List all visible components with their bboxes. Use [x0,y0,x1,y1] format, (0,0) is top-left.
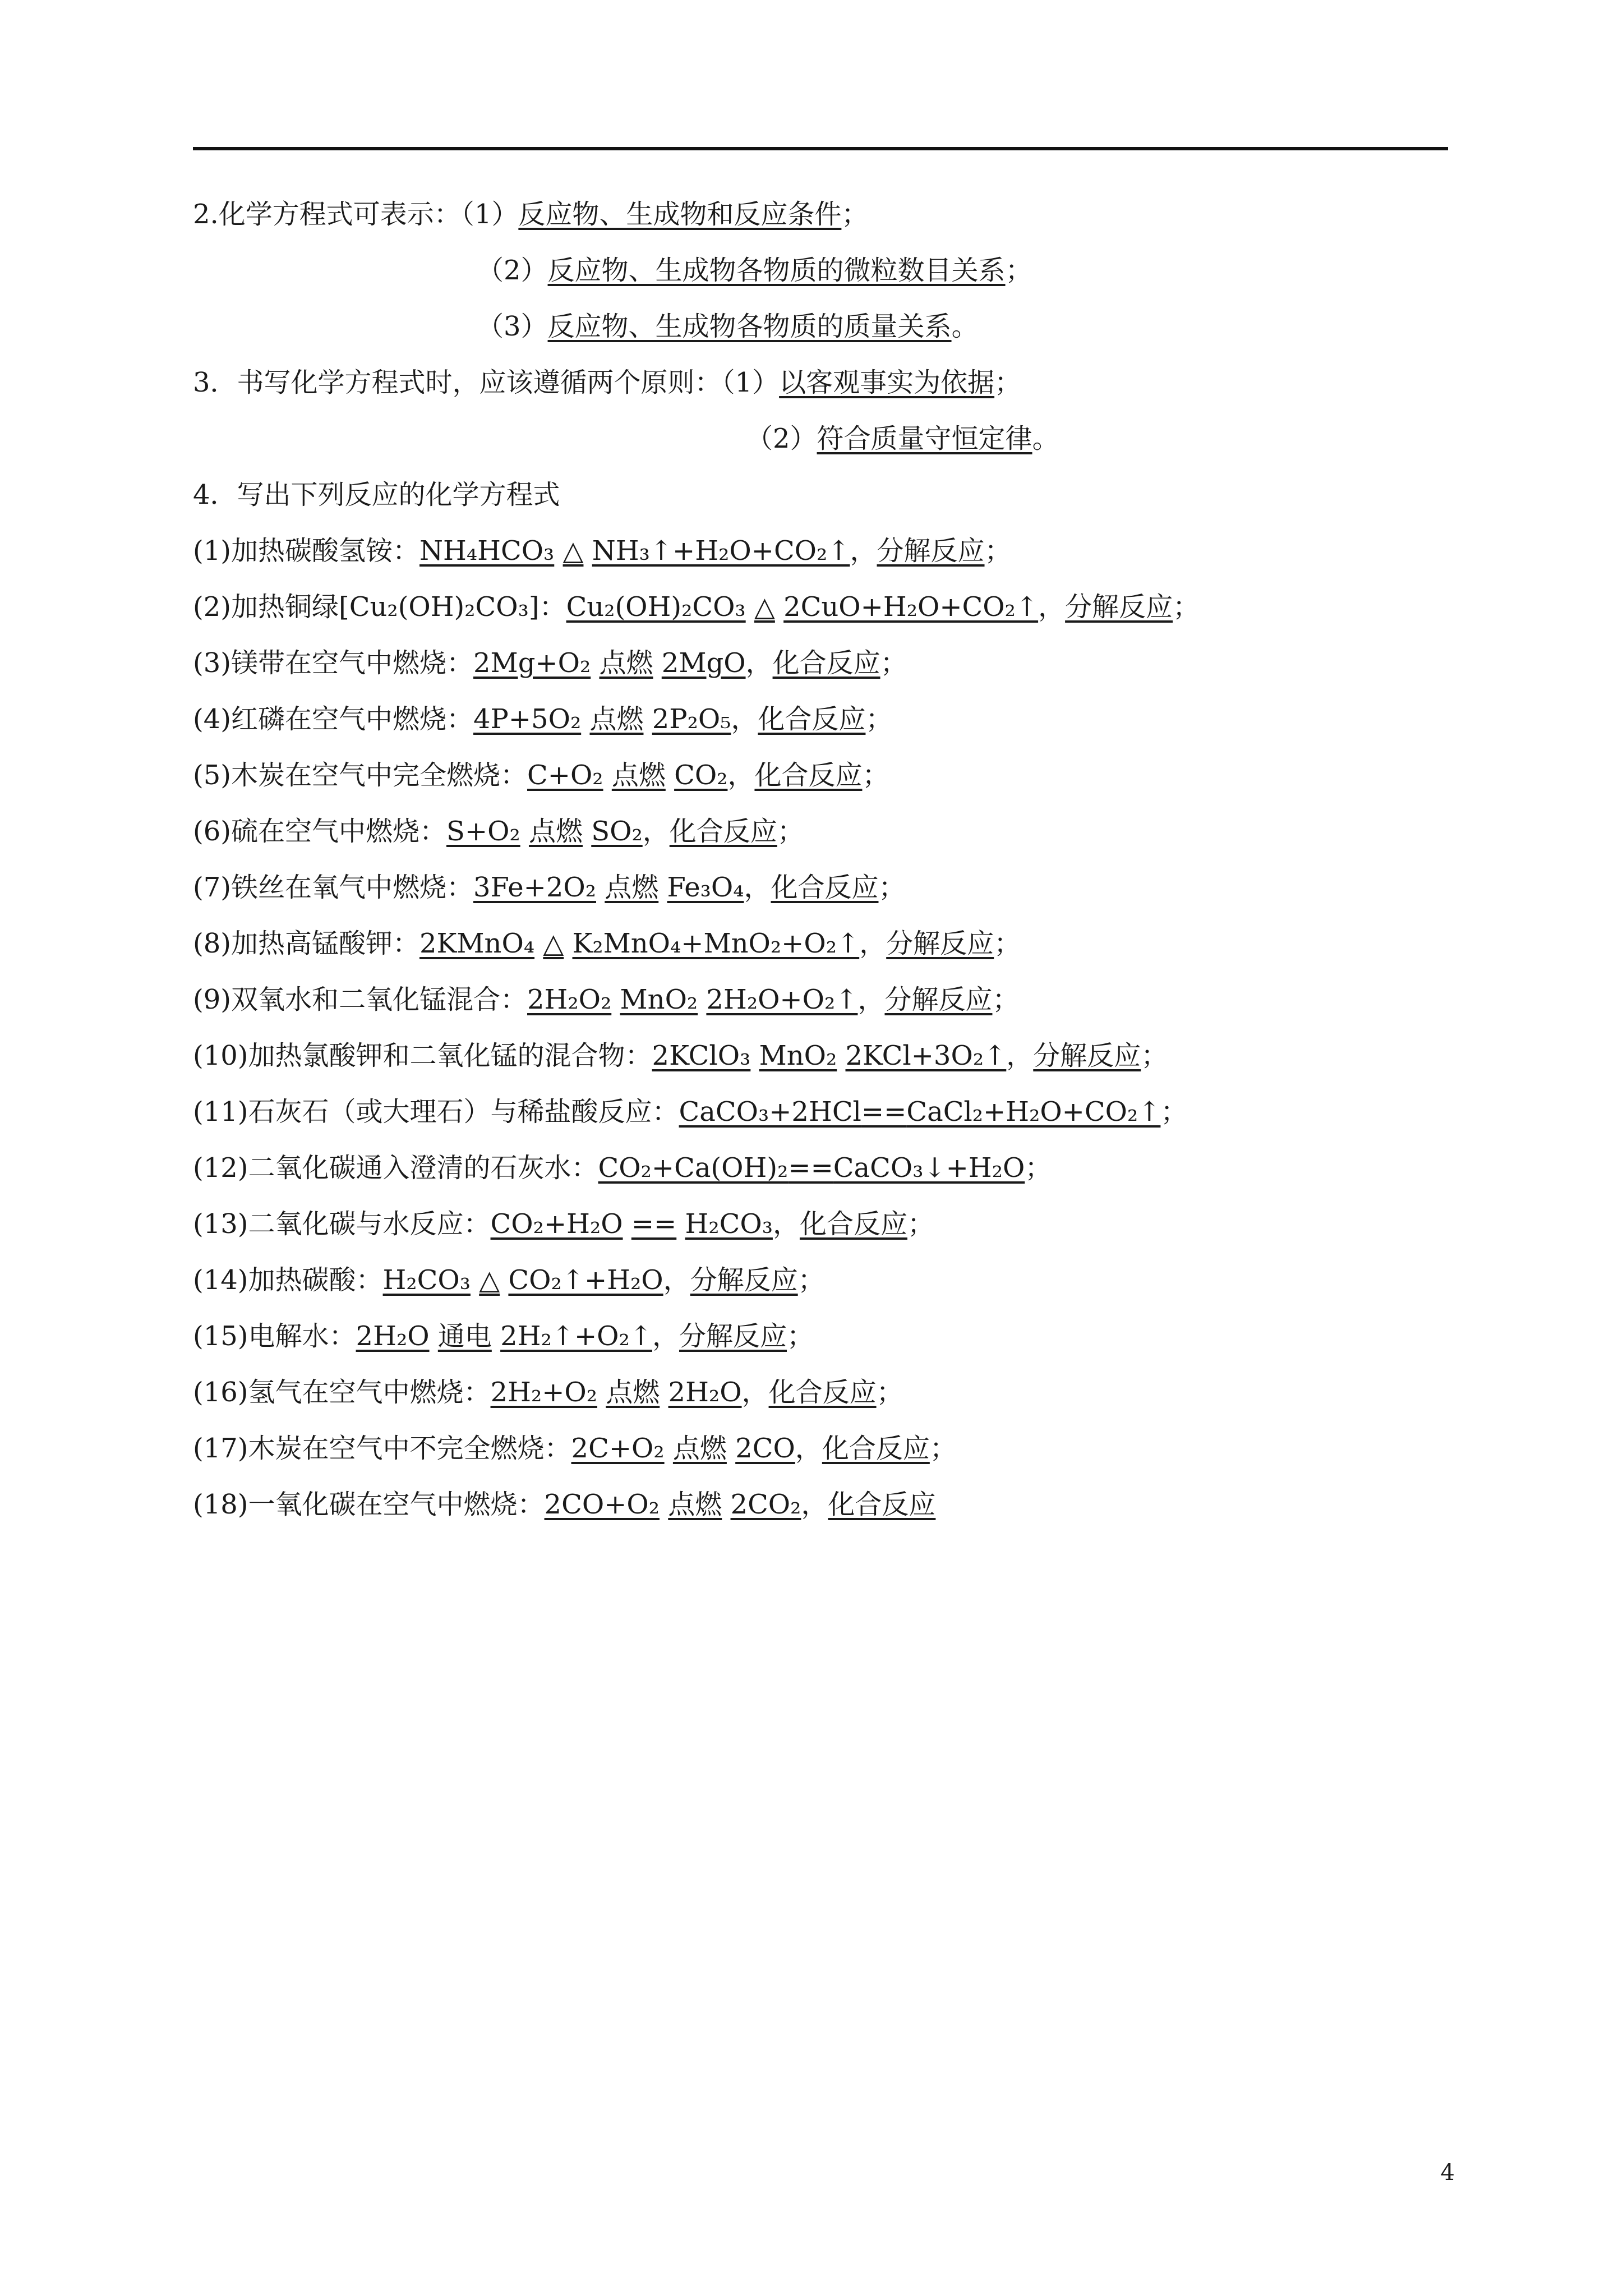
reaction-reactants: CO₂+Ca(OH)₂ [598,1152,789,1184]
reaction-label: (6)硫在空气中燃烧： [193,816,446,847]
reaction-condition: 点燃 [606,1377,660,1408]
reaction-end: ； [862,760,889,791]
item3-line1 [193,366,1021,399]
reaction-row: (9)双氧水和二氧化锰混合：2H₂O₂ MnO₂ 2H₂O+O₂↑，分解反应； [193,984,1020,1015]
reaction-condition: 通电 [437,1320,492,1352]
reaction-products: K₂MnO₄+MnO₂+O₂↑ [572,928,860,959]
item3-lead: 3．书写化学方程式时，应该遵循两个原则： [193,367,722,398]
reaction-end: ； [876,1377,903,1408]
reaction-row: (7)铁丝在氧气中燃烧：3Fe+2O₂ 点燃 Fe₃O₄，化合反应； [193,872,906,903]
point-end: ； [1005,255,1032,286]
reaction-products: H₂CO₃ [685,1208,773,1240]
reaction-end: ； [929,1433,957,1464]
reaction-label: (5)木炭在空气中完全燃烧： [193,760,527,791]
reaction-label: (16)氢气在空气中燃烧： [193,1377,491,1408]
reaction-row: (13)二氧化碳与水反应：CO₂+H₂O == H₂CO₃，化合反应； [193,1208,934,1240]
reaction-type: 分解反应 [1033,1040,1141,1071]
reaction-condition: 点燃 [528,816,583,847]
reaction-reactants: NH₄HCO₃ [419,535,555,567]
point-end: 。 [951,311,979,342]
reaction-reactants: 2H₂O₂ [527,984,612,1015]
reaction-condition: △ [754,591,775,623]
reaction-row: (14)加热碳酸：H₂CO₃ △ CO₂↑+H₂O，分解反应； [193,1264,825,1296]
reaction-row: (2)加热铜绿[Cu₂(OH)₂CO₃]：Cu₂(OH)₂CO₃ △ 2CuO+H₂O+CO₂↑，分解反应； [193,591,1200,623]
reaction-type: 分解反应 [679,1320,787,1352]
reaction-reactants: H₂CO₃ [382,1264,471,1296]
reaction-reactants: 3Fe+2O₂ [473,872,596,903]
point-number: （1） [721,367,780,398]
reaction-end: ； [865,703,893,735]
reaction-label: (7)铁丝在氧气中燃烧： [193,872,473,903]
reaction-products: 2CO₂ [730,1489,801,1520]
reaction-condition: MnO₂ [759,1040,837,1071]
page-number: 4 [1440,2160,1455,2185]
item4-heading [193,478,560,512]
reaction-type: 化合反应 [768,1377,877,1408]
reaction-label: (1)加热碳酸氢铵： [193,535,419,567]
reaction-label: (8)加热高锰酸钾： [193,928,419,959]
point-end: ； [994,367,1022,398]
reaction-reactants: 2KMnO₄ [419,928,535,959]
reaction-reactants: C+O₂ [527,760,603,791]
reaction-products: 2P₂O₅ [652,703,731,735]
reaction-row [193,1095,1187,1129]
point-text: 反应物、生成物和反应条件 [518,199,842,230]
reaction-row [193,1151,1052,1185]
reaction-type: 分解反应 [877,535,985,567]
reaction-reactants: CO₂+H₂O [490,1208,623,1240]
point-number: （3） [477,311,548,342]
reaction-reactants: 2KClO₃ [652,1040,751,1071]
reaction-end: ； [880,647,907,679]
reaction-products: SO₂ [591,816,643,847]
reaction-products: CaCO₃↓+H₂O [833,1152,1025,1184]
item2-line1 [193,197,868,231]
reaction-label: (12)二氧化碳通入澄清的石灰水： [193,1152,598,1184]
reaction-products: 2H₂O [668,1377,742,1408]
reaction-condition: △ [543,928,564,959]
reaction-type: 分解反应 [1065,591,1173,623]
reaction-row: (5)木炭在空气中完全燃烧：C+O₂ 点燃 CO₂，化合反应； [193,760,889,791]
reaction-products: 2H₂↑+O₂↑ [500,1320,652,1352]
reaction-label: (15)电解水： [193,1320,356,1352]
reaction-end: ； [1173,591,1200,623]
reaction-reactants: 2H₂O [356,1320,430,1352]
reaction-products: 2MgO [661,647,746,679]
reaction-condition: △ [562,535,584,567]
item2-lead: 2.化学方程式可表示： [193,199,461,230]
reaction-condition: 点燃 [589,703,644,735]
reaction-products: NH₃↑+H₂O+CO₂↑ [592,535,850,567]
reaction-label: (2)加热铜绿[Cu₂(OH)₂CO₃]： [193,591,566,623]
item2-line2 [477,254,1032,287]
reaction-products: Fe₃O₄ [667,872,744,903]
reaction-reactants: 2Mg+O₂ [473,647,591,679]
reaction-end: ； [878,872,906,903]
reaction-end: ； [787,1320,814,1352]
reaction-reactants: Cu₂(OH)₂CO₃ [566,591,746,623]
reaction-condition: MnO₂ [620,984,698,1015]
reaction-condition: 点燃 [599,647,653,679]
reaction-label: (4)红磷在空气中燃烧： [193,703,473,735]
reaction-label: (9)双氧水和二氧化锰混合： [193,984,527,1015]
reaction-type: 化合反应 [754,760,863,791]
reaction-products: CO₂↑+H₂O [508,1264,663,1296]
reaction-row: (17)木炭在空气中不完全燃烧：2C+O₂ 点燃 2CO，化合反应； [193,1433,957,1464]
reaction-type: 化合反应 [822,1433,930,1464]
point-number: （2） [477,255,548,286]
reaction-products: 2H₂O+O₂↑ [706,984,858,1015]
point-end: 。 [1032,423,1059,454]
reaction-condition: == [788,1152,833,1184]
item3-line2 [746,422,1059,455]
reaction-products: 2CO [735,1433,795,1464]
point-text: 反应物、生成物各物质的质量关系 [547,311,952,342]
reaction-reactants: S+O₂ [446,816,520,847]
reaction-reactants: 2CO+O₂ [544,1489,660,1520]
reaction-reactants: 2C+O₂ [571,1433,665,1464]
reaction-label: (10)加热氯酸钾和二氧化锰的混合物： [193,1040,652,1071]
reaction-condition: 点燃 [672,1433,727,1464]
reaction-type: 化合反应 [799,1208,907,1240]
reaction-end: ； [1025,1152,1052,1184]
reaction-end: ； [994,928,1021,959]
item4-lead: 4．写出下列反应的化学方程式 [193,479,560,510]
header-rule [193,147,1448,150]
reaction-row: (15)电解水：2H₂O 通电 2H₂↑+O₂↑，分解反应； [193,1320,814,1352]
point-number: （2） [746,423,817,454]
reaction-products: CO₂ [674,760,728,791]
reaction-type: 分解反应 [886,928,994,959]
reaction-row: (18)一氧化碳在空气中燃烧：2CO+O₂ 点燃 2CO₂，化合反应 [193,1489,936,1520]
reaction-products: 2CuO+H₂O+CO₂↑ [783,591,1039,623]
reaction-row: (8)加热高锰酸钾：2KMnO₄ △ K₂MnO₄+MnO₂+O₂↑，分解反应； [193,928,1021,959]
reaction-type: 化合反应 [771,872,879,903]
reaction-type: 化合反应 [758,703,866,735]
reaction-type: 化合反应 [828,1489,936,1520]
reaction-label: (17)木炭在空气中不完全燃烧： [193,1433,571,1464]
reaction-condition: 点燃 [611,760,666,791]
reaction-row: (3)镁带在空气中燃烧：2Mg+O₂ 点燃 2MgO，化合反应； [193,647,907,679]
reaction-label: (11)石灰石（或大理石）与稀盐酸反应： [193,1096,679,1128]
reaction-row: (1)加热碳酸氢铵：NH₄HCO₃ △ NH₃↑+H₂O+CO₂↑，分解反应； [193,535,1012,567]
reaction-end: ； [777,816,804,847]
reaction-label: (3)镁带在空气中燃烧： [193,647,473,679]
reaction-label: (14)加热碳酸： [193,1264,383,1296]
reaction-reactants: 2H₂+O₂ [490,1377,597,1408]
reaction-type: 分解反应 [690,1264,798,1296]
reaction-type: 化合反应 [669,816,777,847]
item2-line3 [477,310,979,343]
reaction-products: CaCl₂+H₂O+CO₂↑ [906,1096,1161,1128]
reaction-end: ； [984,535,1012,567]
reaction-row: (6)硫在空气中燃烧：S+O₂ 点燃 SO₂，化合反应； [193,816,804,847]
reaction-condition: == [631,1208,677,1240]
point-text: 反应物、生成物各物质的微粒数目关系 [547,255,1006,286]
reaction-condition: 点燃 [605,872,659,903]
reaction-end: ； [1141,1040,1168,1071]
point-text: 符合质量守恒定律 [817,423,1032,454]
reaction-reactants: 4P+5O₂ [473,703,582,735]
reaction-end: ； [1160,1096,1188,1128]
point-number: （1） [460,199,519,230]
reaction-end: ； [797,1264,825,1296]
reaction-row: (4)红磷在空气中燃烧：4P+5O₂ 点燃 2P₂O₅，化合反应； [193,703,893,735]
point-text: 以客观事实为依据 [779,367,995,398]
reaction-products: 2KCl+3O₂↑ [845,1040,1007,1071]
reaction-condition: △ [479,1264,500,1296]
reaction-end: ； [907,1208,934,1240]
point-end: ； [841,199,869,230]
reaction-condition: == [861,1096,907,1128]
reaction-label: (13)二氧化碳与水反应： [193,1208,491,1240]
reaction-type: 分解反应 [884,984,993,1015]
reaction-condition: 点燃 [668,1489,722,1520]
reaction-end: ； [992,984,1020,1015]
reaction-reactants: CaCO₃+2HCl [679,1096,861,1128]
reaction-type: 化合反应 [772,647,880,679]
reaction-row: (16)氢气在空气中燃烧：2H₂+O₂ 点燃 2H₂O，化合反应； [193,1377,903,1408]
reaction-row: (10)加热氯酸钾和二氧化锰的混合物：2KClO₃ MnO₂ 2KCl+3O₂↑，分解反应； [193,1040,1168,1071]
reaction-label: (18)一氧化碳在空气中燃烧： [193,1489,545,1520]
